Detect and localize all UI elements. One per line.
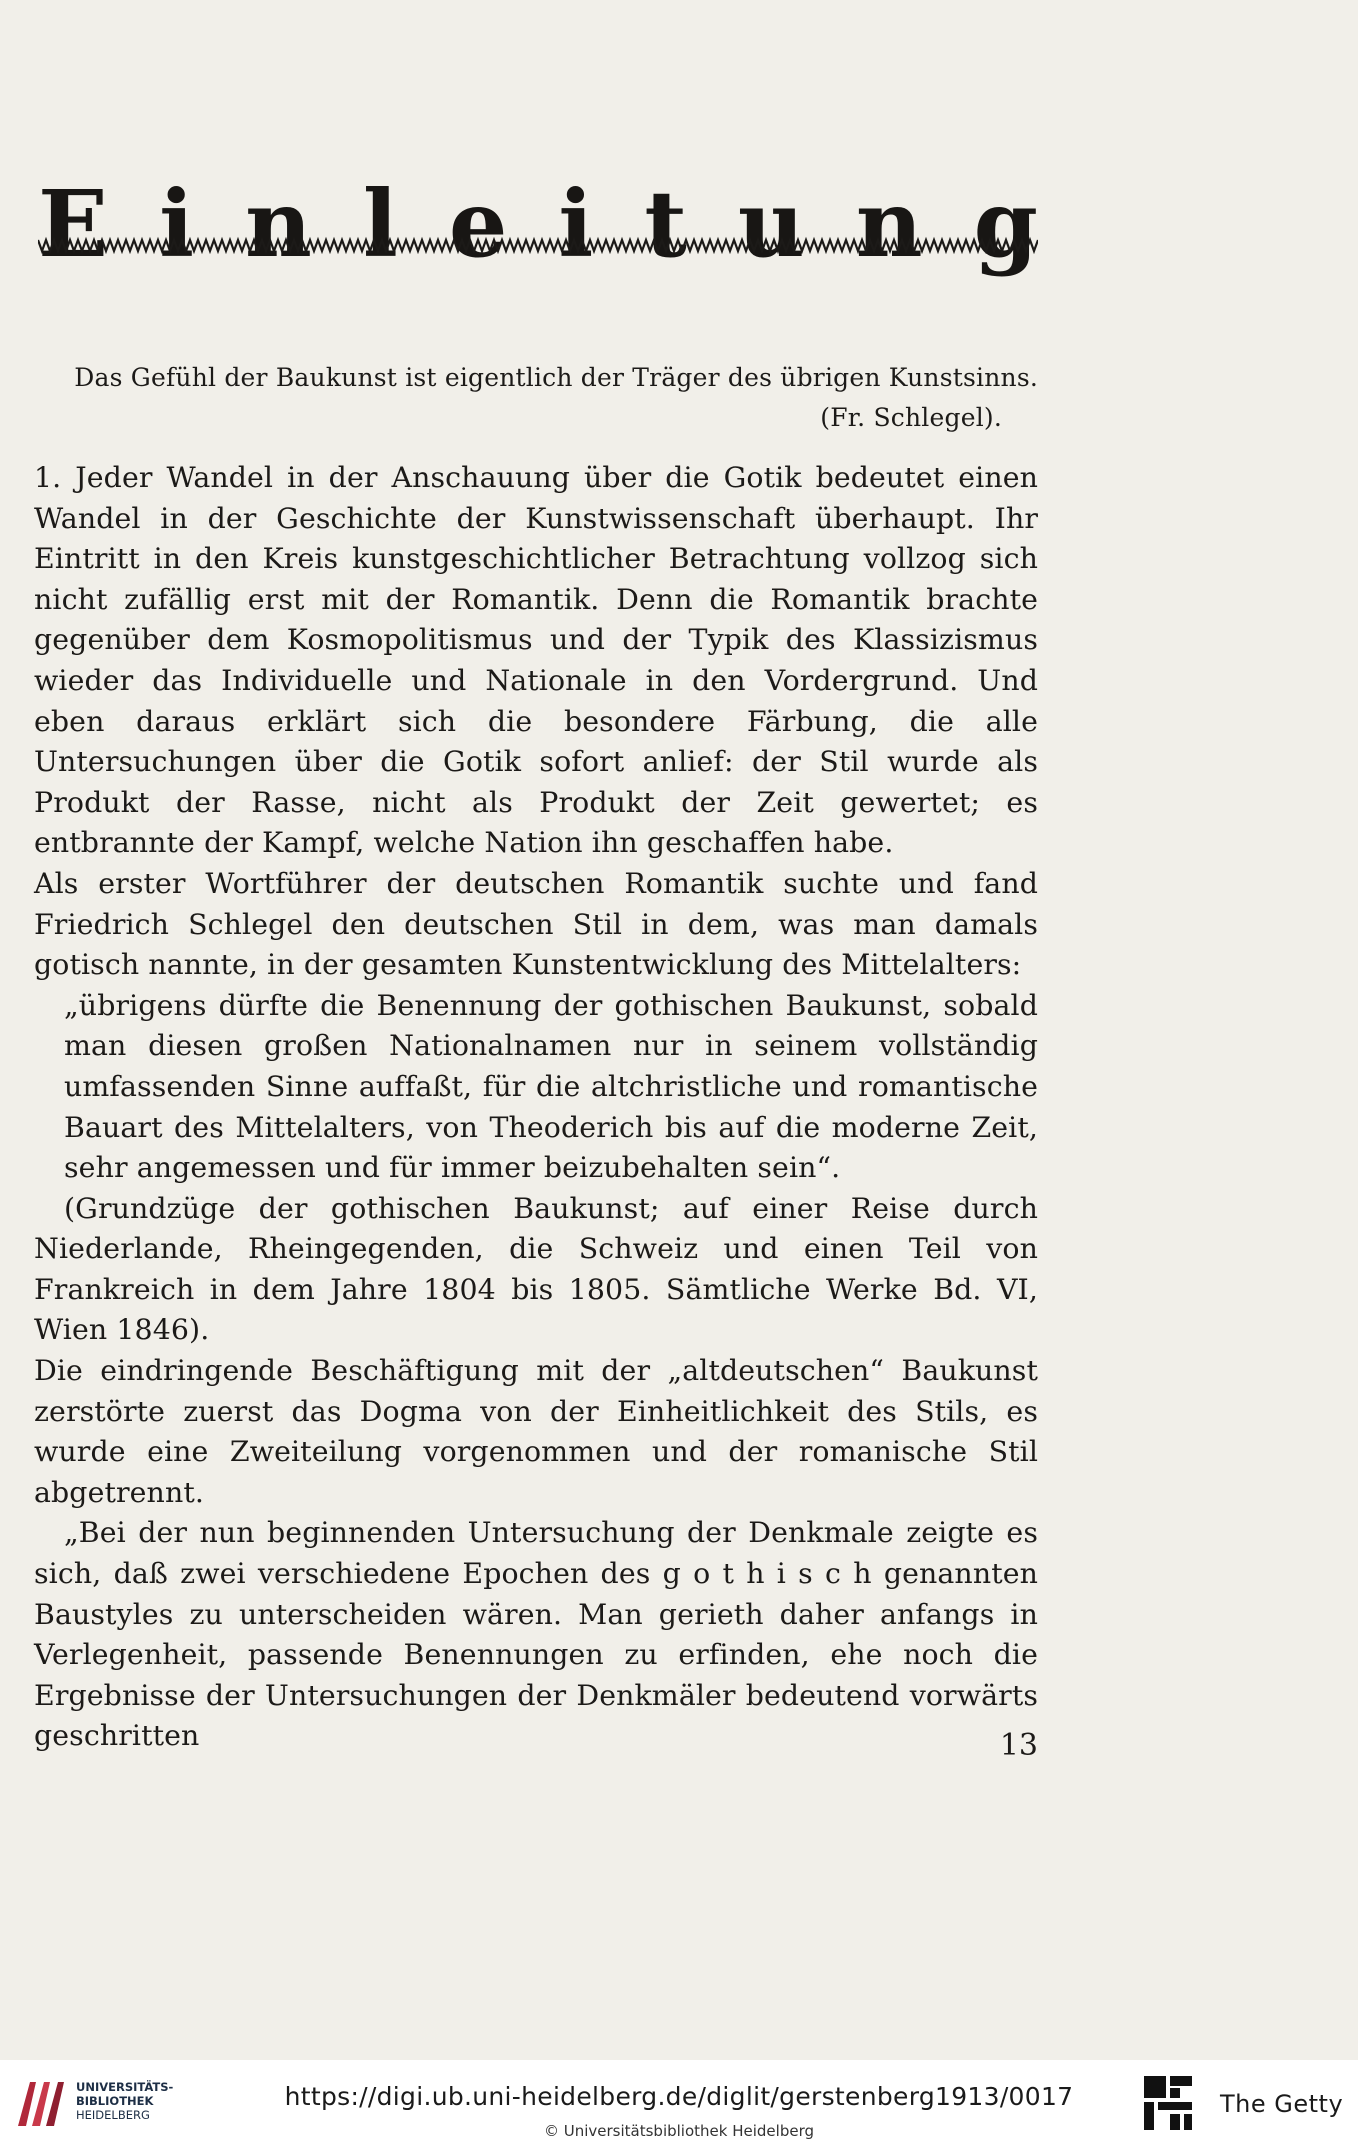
paragraph: 1. Jeder Wandel in der Anschauung über die Gotik bedeutet einen Wandel in der Geschichte der Kunstwissenschaft überhaupt. Ihr Eintritt in den Kreis kunstgeschichtlicher Betrachtung vollzog sich nicht zufällig erst mit der Romantik. Denn die Romantik brachte gegenüber dem Kosmopolitismus und der Typik des Klassizismus wieder das Individuelle und Nationale in den Vordergrund. Und eben daraus erklärt sich die besondere Färbung, die alle Untersuchungen über die Gotik sofort anlief: der Stil wurde als Produkt der Rasse, nicht als Produkt der Zeit gewertet; es entbrannte der Kampf, welche Nation ihn geschaffen habe. [34, 461, 1038, 860]
paragraph: Als erster Wortführer der deutschen Romantik suchte und fand Friedrich Schlegel den deutschen Stil in dem, was man damals gotisch nannte, in der gesamten Kunstentwicklung des Mittelalters: [34, 866, 1038, 982]
page-number: 13 [999, 1728, 1038, 1763]
getty-logo-icon [1142, 2074, 1194, 2134]
heading-letter: i [159, 170, 195, 278]
block-quote: „übrigens dürfte die Benennung der gothischen Baukunst, sobald man diesen großen Nationalnamen nur in seinem vollständig umfassenden Sinne auffaßt, für die altchristliche und romantische Bauart des Mittelalters, von Theoderich bis auf die moderne Zeit, sehr angemessen und für immer beizubehalten sein“. [64, 988, 1038, 1185]
heading-letter: e [448, 170, 508, 278]
viewer-footer [0, 2060, 1358, 2156]
decorative-zigzag-rule [38, 236, 1038, 254]
epigraph-quote: Das Gefühl der Baukunst ist eigentlich der Träger des übrigen Kunstsinns. [74, 363, 1038, 392]
paragraph: „Bei der nun beginnenden Untersuchung der Denkmale zeigte es sich, daß zwei verschiedene Epochen des g o t h i s c h genannten Baustyles zu unterscheiden wären. Man gerieth daher anfangs in Verlegenheit, passende Benennungen zu erfinden, ehe noch die Ergebnisse der Untersuchungen der Denkmäler bedeutend vorwärts geschritten [34, 1516, 1038, 1753]
heading-letter: i [558, 170, 594, 278]
epigraph [38, 358, 1038, 438]
citation: (Grundzüge der gothischen Baukunst; auf einer Reise durch Niederlande, Rheingegenden, die Schweiz und einen Teil von Frankreich in dem Jahre 1804 bis 1805. Sämtliche Werke Bd. VI, Wien 1846). [34, 1191, 1038, 1347]
body-text [34, 458, 1038, 1757]
permalink-url[interactable]: https://digi.ub.uni-heidelberg.de/diglit/gerstenberg1913/0017 [284, 2082, 1074, 2111]
heading-letter: E [38, 170, 109, 278]
copyright-notice: © Universitätsbibliothek Heidelberg [543, 2122, 814, 2140]
library-name: UNIVERSITÄTS- BIBLIOTHEK HEIDELBERG [76, 2080, 174, 2122]
heading-letter: g [973, 170, 1038, 278]
heading-letter: t [644, 170, 687, 278]
partner-name: The Getty [1220, 2090, 1344, 2118]
heading-letter: u [737, 170, 805, 278]
epigraph-attribution: (Fr. Schlegel). [820, 403, 1002, 432]
paragraph: Die eindringende Beschäftigung mit der „altdeutschen“ Baukunst zerstörte zuerst das Dogma von der Einheitlichkeit des Stils, es wurde eine Zweiteilung vorgenommen und der romanische Stil abgetrennt. [34, 1354, 1038, 1509]
heading-letter: l [362, 170, 398, 278]
heading-letter: n [245, 170, 312, 278]
heading-letter: n [855, 170, 923, 278]
